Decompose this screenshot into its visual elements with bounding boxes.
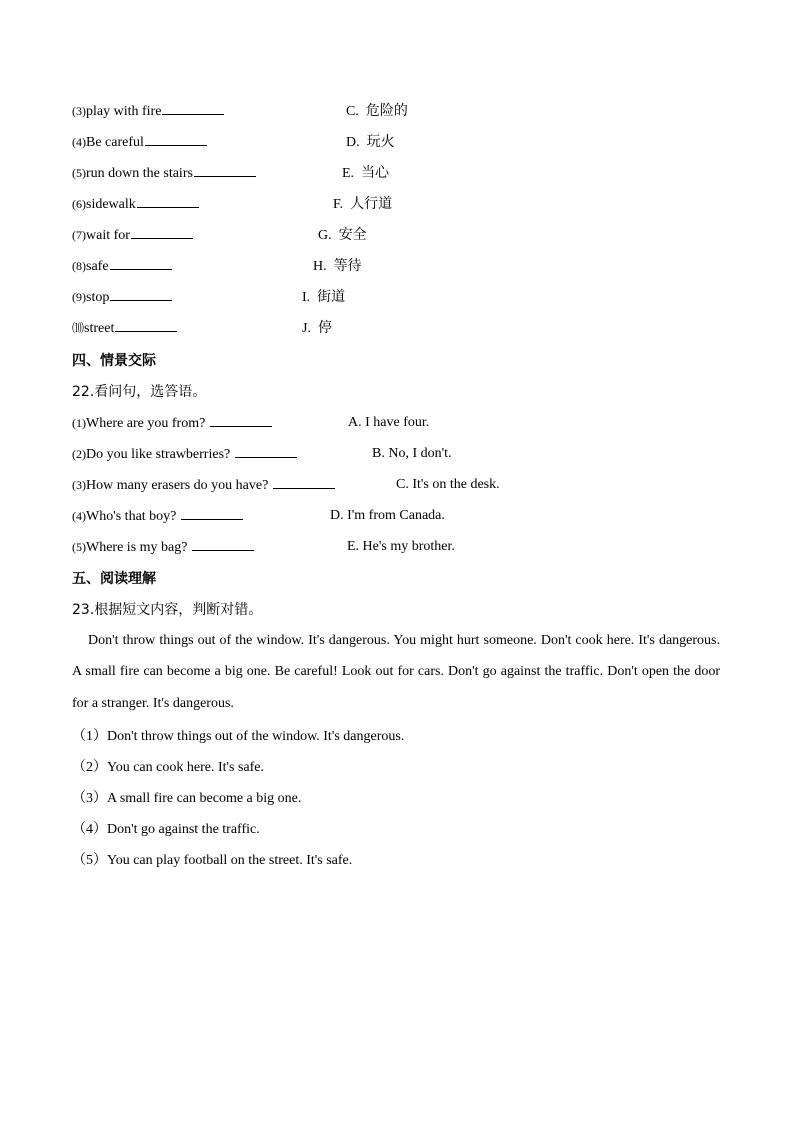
statement-item (72, 756, 264, 776)
matching-option (333, 193, 392, 216)
matching-option (346, 131, 395, 154)
item-number: (5) (72, 540, 86, 554)
answer-option: C. It's on the desk. (396, 477, 500, 492)
answer-blank[interactable] (181, 505, 243, 520)
dialogue-item (72, 443, 297, 465)
item-text: Be careful (86, 135, 144, 150)
question-text: Where are you from? (86, 416, 206, 431)
matching-item (72, 286, 172, 308)
matching-item (72, 224, 193, 246)
dialogue-item (72, 505, 243, 527)
option-letter: C. (346, 104, 359, 119)
reading-passage (72, 625, 720, 719)
answer-option: E. He's my brother. (347, 539, 455, 554)
question-text: How many erasers do you have? (86, 478, 269, 493)
matching-item (72, 193, 199, 215)
item-number: ⑽ (72, 321, 85, 335)
item-text: safe (86, 259, 109, 274)
item-number: (7) (72, 228, 86, 242)
item-text: run down the stairs (86, 166, 193, 181)
item-text: play with fire (86, 104, 162, 119)
option-letter: E. (342, 166, 355, 181)
item-text: street (84, 321, 115, 336)
option-letter: G. (318, 228, 332, 243)
option-text: 街道 (317, 289, 346, 305)
answer-blank[interactable] (210, 412, 272, 427)
option-letter: J. (302, 321, 311, 336)
matching-option (346, 100, 408, 123)
section-heading: 五、阅读理解 (72, 571, 156, 587)
question-text: Do you like strawberries? (86, 447, 231, 462)
answer-blank[interactable] (110, 286, 172, 301)
item-number: （4） (72, 822, 107, 837)
passage-text: Don't throw things out of the window. It's dangerous. You might hurt someone. Don't cook here. It's dangerous. A small fire can become a big one. Be careful! Look out for cars. Don't go against the traffic. Don't open the door for a stranger. It's dangerous. (72, 633, 720, 711)
item-number: (9) (72, 290, 86, 304)
answer-blank[interactable] (194, 162, 256, 177)
option-text: 人行道 (350, 196, 393, 212)
statement-text: A small fire can become a big one. (107, 791, 302, 806)
statement-item (72, 787, 301, 807)
item-number: (4) (72, 135, 86, 149)
matching-item (72, 100, 224, 122)
item-number: (6) (72, 197, 86, 211)
answer-option: A. I have four. (348, 415, 430, 430)
statement-text: Don't throw things out of the window. It's dangerous. (107, 729, 405, 744)
matching-item (72, 162, 256, 184)
answer-option: D. I'm from Canada. (330, 508, 445, 523)
option-letter: H. (313, 259, 327, 274)
statement-item (72, 849, 352, 869)
statement-text: Don't go against the traffic. (107, 822, 260, 837)
dialogue-item (72, 536, 254, 558)
item-text: stop (86, 290, 110, 305)
item-number: (5) (72, 166, 86, 180)
question-text: Who's that boy? (86, 509, 177, 524)
option-letter: F. (333, 197, 344, 212)
question-title: 22.看问句，选答语。 (72, 384, 207, 400)
answer-blank[interactable] (145, 131, 207, 146)
option-text: 危险的 (365, 103, 408, 119)
matching-option (302, 317, 332, 340)
question-text: Where is my bag? (86, 540, 188, 555)
option-letter: D. (346, 135, 360, 150)
item-number: (8) (72, 259, 86, 273)
answer-blank[interactable] (273, 474, 335, 489)
item-number: (3) (72, 104, 86, 118)
item-number: （5） (72, 853, 107, 868)
answer-blank[interactable] (115, 317, 177, 332)
item-number: (4) (72, 509, 86, 523)
matching-option (313, 255, 362, 278)
dialogue-item (72, 474, 335, 496)
item-text: wait for (86, 228, 130, 243)
answer-blank[interactable] (162, 100, 224, 115)
item-number: （2） (72, 760, 107, 775)
option-text: 停 (317, 320, 332, 336)
answer-blank[interactable] (131, 224, 193, 239)
item-text: sidewalk (86, 197, 136, 212)
statement-text: You can cook here. It's safe. (107, 760, 265, 775)
item-number: (3) (72, 478, 86, 492)
item-number: （3） (72, 791, 107, 806)
question-title: 23.根据短文内容，判断对错。 (72, 602, 263, 618)
matching-item (72, 131, 207, 153)
item-number: (1) (72, 416, 86, 430)
statement-item (72, 818, 260, 838)
item-number: (2) (72, 447, 86, 461)
matching-option (342, 162, 389, 185)
section-heading: 四、情景交际 (72, 353, 156, 369)
matching-option (302, 286, 345, 309)
answer-blank[interactable] (192, 536, 254, 551)
matching-item (72, 255, 172, 277)
option-text: 当心 (361, 165, 390, 181)
answer-blank[interactable] (235, 443, 297, 458)
answer-blank[interactable] (110, 255, 172, 270)
answer-option: B. No, I don't. (372, 446, 452, 461)
option-text: 等待 (333, 258, 362, 274)
option-text: 玩火 (366, 134, 395, 150)
statement-text: You can play football on the street. It's safe. (107, 853, 353, 868)
dialogue-item (72, 412, 272, 434)
option-text: 安全 (338, 227, 367, 243)
answer-blank[interactable] (137, 193, 199, 208)
item-number: （1） (72, 729, 107, 744)
statement-item (72, 725, 404, 745)
option-letter: I. (302, 290, 311, 305)
matching-item (72, 317, 177, 339)
matching-option (318, 224, 367, 247)
